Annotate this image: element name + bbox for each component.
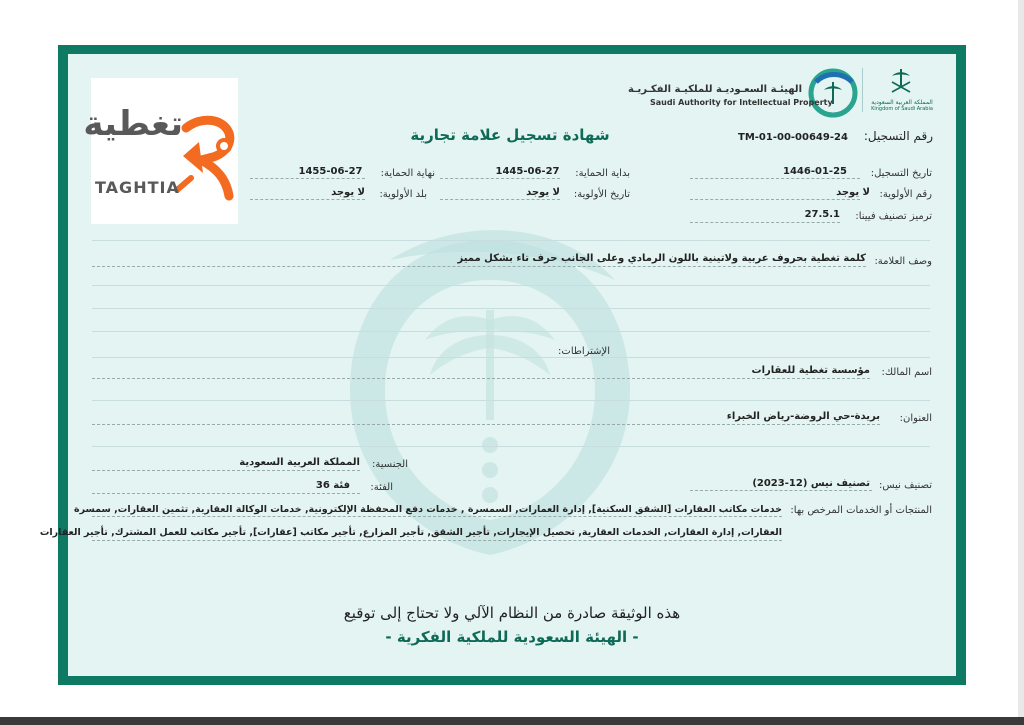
class-line [92, 493, 360, 494]
mark-description-value: كلمة تغطية بحروف عربية ولاتينية باللون الرمادي وعلى الجانب حرف تاء بشكل مميز [457, 253, 866, 264]
protection-end-line [250, 178, 365, 179]
ministry-en: Kingdom of Saudi Arabia [871, 106, 933, 112]
reg-number-value: TM-01-00-00649-24 [738, 132, 848, 143]
rule-line [92, 357, 930, 358]
authority-name-en: Saudi Authority for Intellectual Property [650, 98, 833, 107]
saip-emblem-icon [808, 68, 858, 118]
protection-end-value: 1455-06-27 [298, 166, 363, 177]
nice-line [690, 490, 872, 491]
rule-line [92, 400, 930, 401]
rule-line [92, 331, 930, 332]
ministry-ar: المملكة العربية السعودية [871, 99, 933, 106]
trademark-logo [83, 78, 238, 224]
protection-start-line [440, 178, 560, 179]
reg-number-label: رقم التسجيل: [863, 129, 933, 143]
rule-line [92, 308, 930, 309]
logo-latin-text: TAGHTIA [95, 178, 180, 197]
priority-date-label: تاريخ الأولوية: [573, 189, 630, 200]
reg-date-line [690, 178, 860, 179]
taghtia-logo-icon [83, 78, 238, 224]
rule-line [92, 285, 930, 286]
protection-start-value: 1445-06-27 [495, 166, 560, 177]
nationality-value: المملكة العربية السعودية [239, 457, 360, 468]
priority-country-label: بلد الأولوية: [379, 189, 427, 200]
saudi-emblem-icon [888, 66, 914, 96]
goods-label: المنتجات أو الخدمات المرخص بها: [790, 505, 932, 516]
nationality-label: الجنسية: [372, 459, 408, 470]
rule-line [92, 446, 930, 447]
conditions-label: الإشتراطات: [558, 346, 610, 357]
priority-number-line [690, 199, 860, 200]
priority-country-value: لا يوجد [331, 187, 365, 198]
address-value: بريدة-حي الروضة-رياض الخبراء [726, 411, 880, 422]
priority-number-label: رقم الأولوية: [879, 189, 932, 200]
goods-line-1: خدمات مكاتب العقارات [الشقق السكنية], إدارة العمارات, السمسرة , خدمات دفع المحفظة الإلكترونية, خدمات الوكالة العقارية, تثمين العقارات, سمسرة [73, 504, 782, 515]
protection-end-label: نهاية الحماية: [380, 168, 435, 179]
owner-label: اسم المالك: [881, 367, 932, 378]
vienna-code-label: ترميز تصنيف فيينا: [855, 211, 932, 222]
scrollbar-track[interactable] [1018, 0, 1024, 725]
address-label: العنوان: [899, 413, 932, 424]
owner-line [92, 378, 870, 379]
class-value: فئة 36 [315, 480, 350, 491]
goods-line-rule-2 [92, 540, 782, 541]
rule-line [92, 240, 930, 241]
nice-value: تصنيف نيس (12-2023) [752, 478, 870, 489]
goods-line-2: العقارات, إدارة العقارات, الخدمات العقارية, تحصيل الإيجارات, تأجير الشقق, تأجير المزارع, تأجير مكاتب [عقارات], تأجير مكاتب للعمل المشترك, تأجير العقارات [39, 527, 782, 538]
vienna-code-value: 27.5.1 [804, 209, 840, 220]
logo-arabic-text: تغطية [83, 104, 183, 144]
nice-label: تصنيف نيس: [879, 480, 932, 491]
reg-date-value: 1446-01-25 [783, 166, 847, 177]
footer-authority: - الهيئة السعودية للملكية الفكرية - [385, 628, 639, 646]
owner-value: مؤسسة تغطية للعقارات [751, 365, 870, 376]
mark-description-label: وصف العلامة: [874, 256, 932, 267]
mark-description-line [92, 266, 866, 267]
reg-date-label: تاريخ التسجيل: [870, 168, 932, 179]
priority-date-value: لا يوجد [526, 187, 560, 198]
certificate-title: شهادة تسجيل علامة تجارية [410, 126, 610, 144]
header-divider [862, 68, 863, 112]
bottom-edge [0, 717, 1024, 725]
priority-number-value: لا يوجد [836, 187, 870, 198]
address-line [92, 424, 880, 425]
class-label: الفئة: [370, 482, 393, 493]
priority-date-line [440, 199, 560, 200]
nationality-line [92, 470, 360, 471]
protection-start-label: بداية الحماية: [575, 168, 630, 179]
priority-country-line [250, 199, 365, 200]
vienna-code-line [690, 222, 840, 223]
goods-line-rule-1 [92, 516, 782, 517]
footer-note: هذه الوثيقة صادرة من النظام الآلي ولا تحتاج إلى توقيع [343, 604, 681, 622]
authority-name-ar: الهيئـة السعـوديـة للملكيـة الفكـريـة [627, 84, 802, 95]
